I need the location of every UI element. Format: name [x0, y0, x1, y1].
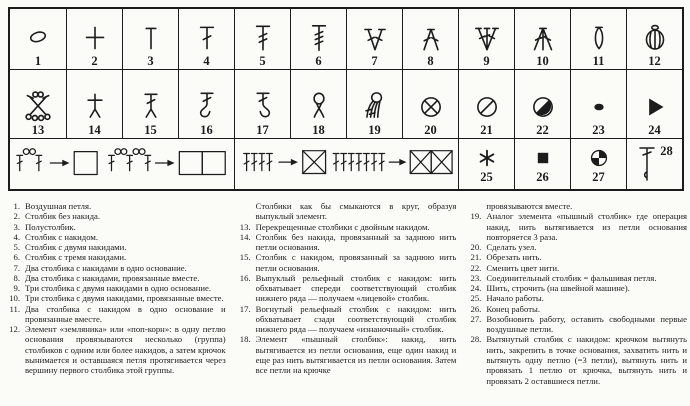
legend-item	[4, 273, 226, 283]
legend-item	[235, 222, 457, 232]
half-stitch-icon	[134, 21, 168, 55]
chain-stitch-icon	[21, 23, 55, 55]
single-crochet-icon	[78, 21, 112, 55]
legend-item-text: Два столбика с накидом в одно основание и провязанные вместе.	[25, 303, 226, 324]
legend-item-number: 25.	[470, 293, 482, 304]
legend-item-number: 2.	[13, 211, 20, 222]
change-color-icon	[526, 90, 560, 124]
legend-item	[465, 283, 687, 293]
symbol-number: 16	[200, 123, 213, 137]
legend-item	[4, 304, 226, 325]
legend	[4, 201, 687, 386]
start-work-icon	[473, 145, 501, 171]
symbol-number: 7	[371, 54, 378, 68]
legend-item-number: 27.	[470, 313, 482, 324]
legend-item-number: 17.	[239, 303, 251, 314]
symbol-number: 1	[34, 54, 42, 68]
symbol-number: 3	[147, 54, 154, 68]
legend-item-text: Два столбика с накидами в одно основание.	[25, 262, 187, 273]
legend-item	[465, 314, 687, 335]
symbol-cell-21	[458, 70, 514, 138]
legend-item	[235, 273, 457, 304]
legend-item-text: Столбик с накидом, провязанный за заднюю нить петли основания.	[255, 252, 457, 273]
legend-item-number: 14.	[239, 231, 251, 242]
legend-item	[465, 263, 687, 273]
puff-stitch-3-icon	[358, 88, 392, 124]
make-knot-icon	[414, 90, 448, 124]
legend-item-text: Шить, строчить (на швейной машине).	[486, 283, 630, 294]
symbol-cell-2	[66, 9, 122, 69]
symbol-number: 17	[256, 123, 269, 137]
legend-item-text: Три столбика с двумя накидами, провязанные вместе.	[25, 293, 224, 304]
legend-item	[465, 242, 687, 252]
symbol-cell-13	[10, 70, 66, 138]
dc-back-loop-icon	[134, 88, 168, 124]
legend-item-text: Два столбика с накидами, провязанные вместе.	[25, 272, 200, 283]
crochet-symbol-table	[8, 7, 684, 191]
legend-item	[4, 283, 226, 293]
legend-item-number: 13.	[239, 221, 251, 232]
legend-item	[4, 263, 226, 273]
legend-item	[465, 252, 687, 262]
symbol-number: 22	[536, 123, 549, 137]
puff-stitch-icon	[302, 88, 336, 124]
symbol-cell-6	[290, 9, 346, 69]
sc-back-loop-icon	[78, 88, 112, 124]
symbol-cell-12	[626, 9, 682, 69]
legend-item-number: 1.	[13, 201, 20, 211]
symbol-cell-5	[234, 9, 290, 69]
filet-filled-mesh-cell	[234, 139, 458, 189]
symbol-cell-15	[122, 70, 178, 138]
symbol-number: 23	[592, 123, 605, 137]
legend-item-number: 23.	[470, 272, 482, 283]
legend-item	[235, 232, 457, 253]
back-post-dc-icon	[246, 88, 280, 124]
legend-item-text: Соединительный столбик = фальшивая петля.	[486, 272, 657, 283]
legend-item-text: Начало работы.	[486, 293, 544, 304]
legend-item-number: 6.	[13, 252, 20, 263]
legend-item	[4, 324, 226, 375]
front-post-dc-icon	[190, 88, 224, 124]
two-dc-together-icon	[414, 21, 448, 55]
legend-item-number: 20.	[470, 242, 482, 253]
legend-item	[4, 232, 226, 242]
legend-item	[4, 211, 226, 221]
legend-item-number: 10.	[9, 293, 20, 304]
legend-item	[235, 334, 457, 375]
cut-thread-icon	[470, 90, 504, 124]
legend-item-text: Возобновить работу, оставить свободными первые воздушные петли.	[486, 313, 687, 335]
double-treble-icon	[302, 21, 336, 55]
symbol-number: 9	[483, 54, 490, 68]
table-row	[10, 138, 682, 189]
legend-item-number: 28.	[470, 334, 482, 345]
legend-item-text: Перекрещенные столбики с двойным накидом.	[255, 221, 430, 232]
table-row	[10, 9, 682, 69]
legend-item-text: Аналог элемента «пышный столбик» где операция накид, нить вытягивается из петли основания повторяется 3 раза.	[486, 211, 687, 242]
symbol-cell-17	[234, 70, 290, 138]
sew-stitch-icon	[638, 90, 672, 124]
filet-filled-mesh-icon	[239, 142, 454, 186]
legend-item-text: Столбик без накида.	[25, 211, 101, 222]
legend-item-text: Столбик без накида, провязанный за заднюю нить петли основания.	[255, 231, 457, 253]
symbol-number: 5	[259, 54, 266, 68]
symbol-cell-25	[458, 139, 514, 189]
symbol-number: 26	[536, 170, 549, 184]
two-dc-one-base-icon	[358, 21, 392, 55]
symbol-cell-11	[570, 9, 626, 69]
legend-item	[465, 273, 687, 283]
symbol-cell-7	[346, 9, 402, 69]
legend-item-number: 8.	[13, 272, 20, 283]
legend-item-text: Выпуклый рельефный столбик с накидом: нить обхватывает спереди соответствующий столбик нижнего ряда — получаем «лицевой» столбик.	[255, 272, 457, 304]
legend-item	[4, 222, 226, 232]
crossed-stitches-icon	[20, 86, 56, 124]
symbol-number: 20	[424, 123, 437, 137]
symbol-number: 4	[203, 54, 210, 68]
legend-item-number: 3.	[13, 221, 20, 232]
legend-item-number: 19.	[470, 211, 482, 222]
popcorn-icon	[638, 21, 672, 55]
symbol-cell-24	[626, 70, 682, 138]
symbol-number: 18	[312, 123, 325, 137]
legend-item-number	[235, 201, 251, 222]
three-tr-together-icon	[526, 21, 560, 55]
slip-stitch-icon	[582, 90, 616, 124]
legend-item-number: 26.	[470, 303, 482, 314]
legend-item-number: 11.	[9, 303, 20, 314]
symbol-cell-18	[290, 70, 346, 138]
symbol-cell-4	[178, 9, 234, 69]
symbol-cell-28	[626, 139, 682, 189]
symbol-cell-19	[346, 70, 402, 138]
symbol-cell-14	[66, 70, 122, 138]
symbol-cell-27	[570, 139, 626, 189]
legend-item	[4, 201, 226, 211]
symbol-cell-20	[402, 70, 458, 138]
symbol-cell-3	[122, 9, 178, 69]
symbol-number: 13	[31, 123, 45, 137]
legend-item	[235, 252, 457, 273]
symbol-cell-22	[514, 70, 570, 138]
symbol-number: 12	[648, 54, 661, 68]
legend-item	[465, 293, 687, 303]
legend-item-number: 24.	[470, 283, 482, 294]
legend-item	[465, 211, 687, 242]
filet-open-mesh-cell	[10, 139, 234, 189]
dc-cluster-icon	[582, 21, 616, 55]
symbol-number: 10	[536, 54, 549, 68]
symbol-cell-1	[10, 9, 66, 69]
symbol-number: 19	[368, 123, 381, 137]
legend-item-text: Столбики как бы смыкаются в круг, образуя выпуклый элемент.	[255, 201, 457, 222]
three-tr-one-base-icon	[470, 21, 504, 55]
legend-item	[465, 304, 687, 314]
legend-item-text: Вогнутый рельефный столбик с накидом: нить обхватывает сзади соответствующий столбик нижнего ряда — получаем «изнаночный» столбик.	[255, 303, 457, 335]
symbol-cell-16	[178, 70, 234, 138]
legend-column-1	[4, 201, 226, 386]
symbol-number: 24	[648, 123, 661, 137]
legend-item-number: 18.	[239, 334, 251, 345]
legend-item	[4, 242, 226, 252]
legend-item	[465, 334, 687, 385]
symbol-number: 6	[315, 54, 322, 68]
symbol-number: 14	[88, 123, 101, 137]
legend-item	[235, 304, 457, 335]
symbol-number: 15	[144, 123, 157, 137]
legend-item-text: Обрезать нить.	[486, 252, 542, 263]
symbol-cell-9	[458, 9, 514, 69]
table-row	[10, 69, 682, 138]
symbol-number: 8	[427, 54, 434, 68]
legend-item	[235, 201, 457, 222]
treble-crochet-icon	[246, 21, 280, 55]
legend-item-number: 7.	[13, 262, 20, 273]
legend-column-3	[465, 201, 687, 386]
legend-item-number	[465, 201, 481, 211]
filet-open-mesh-icon	[14, 142, 230, 186]
legend-item-text: Столбик с тремя накидами.	[25, 252, 127, 263]
legend-item	[465, 201, 687, 211]
symbol-number: 2	[91, 54, 98, 68]
legend-item-number: 9.	[13, 283, 20, 294]
legend-item-text: Три столбика с двумя накидами в одно основание.	[25, 283, 212, 294]
legend-item-number: 16.	[239, 272, 251, 283]
legend-item-text: провязываются вместе.	[486, 201, 573, 211]
symbol-number: 27	[592, 170, 605, 184]
legend-item	[4, 293, 226, 303]
symbol-cell-8	[402, 9, 458, 69]
symbol-number: 25	[480, 170, 493, 184]
end-work-icon	[529, 145, 557, 171]
legend-item	[4, 252, 226, 262]
resume-work-icon	[585, 145, 613, 171]
legend-item-text: Сделать узел.	[486, 242, 537, 253]
legend-item-text: Полустолбик.	[25, 221, 76, 232]
legend-item-number: 15.	[239, 252, 251, 263]
legend-item-text: Элемент «земляника» или «поп-корн»: в одну петлю основания провязываются несколько (группа) столбиков с одним или более накидов, а затем крючок вынимается и оставшаяся петля протягивается через вершину первого столбика этой группы.	[25, 324, 226, 376]
symbol-cell-26	[514, 139, 570, 189]
symbol-cell-23	[570, 70, 626, 138]
legend-item-text: Воздушная петля.	[25, 201, 92, 211]
legend-item-text: Сменить цвет нити.	[486, 262, 560, 273]
legend-item-number: 12.	[9, 324, 20, 335]
symbol-number: 28	[660, 144, 673, 158]
legend-item-text: Элемент «пышный столбик»: накид, нить вытягивается из петли основания, еще один накид и еще раз нить вытягивается из петли основания. Затем все петли на крючке	[255, 334, 457, 376]
legend-item-number: 22.	[470, 262, 482, 273]
symbol-number: 11	[592, 54, 605, 68]
legend-item-text: Столбик с двумя накидами.	[25, 242, 127, 253]
legend-item-text: Конец работы.	[486, 303, 541, 314]
legend-item-number: 4.	[13, 231, 20, 242]
legend-item-number: 5.	[13, 242, 20, 253]
symbol-cell-10	[514, 9, 570, 69]
double-crochet-icon	[190, 21, 224, 55]
extended-dc-icon	[636, 143, 658, 185]
legend-item-text: Столбик с накидом.	[25, 231, 99, 242]
symbol-number: 21	[480, 123, 493, 137]
legend-item-text: Вытянутый столбик с накидом: крючком вытянуть нить, закрепить в точке основания, захватить нить и вытянуть одну петлю (=3 петли), вытянуть нить и провязать 1 петлю от крючка, вытянуть нить и провязать 2 оставшиеся петли.	[486, 334, 687, 386]
legend-item-number: 21.	[470, 252, 482, 263]
legend-column-2	[235, 201, 457, 386]
